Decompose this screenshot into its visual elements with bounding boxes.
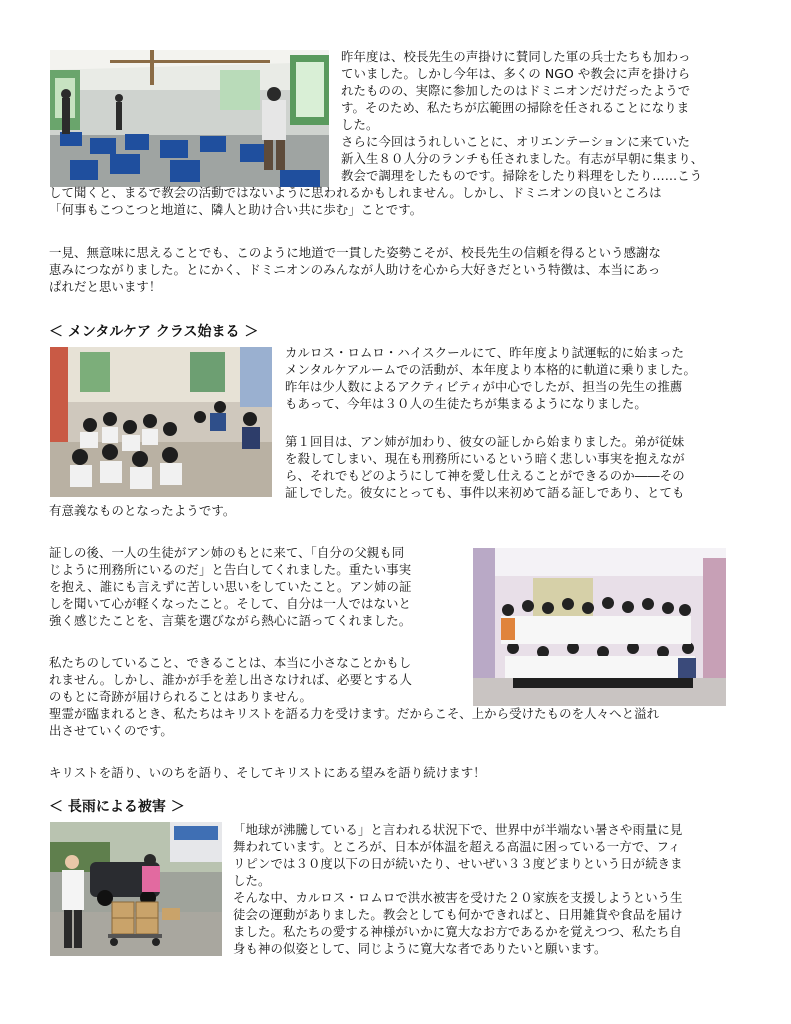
text-line: じように刑務所にいるのだ」と告白してくれました。重たい事実	[49, 562, 412, 577]
text-line: した。	[233, 873, 271, 888]
classroom-cleanup-photo	[50, 50, 329, 187]
text-line: 私たちのしていること、できることは、本当に小さなことかもし	[49, 655, 412, 670]
section2-paragraph-2-continued: 有意義なものとなったようです。	[49, 503, 236, 518]
mental-care-heading: ＜ メンタルケア クラス始まる ＞	[49, 324, 259, 340]
section3-paragraph	[233, 821, 753, 957]
text-line: す。そのため、私たちが広範囲の掃除を任されることになりま	[341, 100, 690, 115]
text-line: カルロス・ロムロ・ハイスクールにて、昨年度より試運転的に始まった	[285, 345, 685, 360]
section2-paragraph-4-continued	[49, 705, 749, 739]
mental-care-class-photo	[50, 347, 272, 497]
section1-paragraph-continued	[49, 184, 749, 218]
section2-paragraph-3	[49, 544, 469, 629]
text-line: ぱれだと思います！	[49, 279, 162, 294]
section2-paragraph-5: キリストを語り、いのちを語り、そしてキリストにある望みを語り続けます！	[49, 765, 486, 780]
text-line: ら、それでもどのようにして神を愛し仕えることができるのか――その	[285, 468, 685, 483]
text-line: 新入生８０人分のランチも任されました。有志が早朝に集まり、	[341, 151, 704, 166]
text-line: 恵みにつながりました。とにかく、ドミニオンのみんなが人助けを心から大好きだという特徴は、本当にあっ	[49, 262, 661, 277]
text-line: メンタルケアルームでの活動が、本年度より本格的に軌道に乗りました。	[285, 362, 696, 377]
text-line: さらに今回はうれしいことに、オリエンテーションに来ていた	[341, 134, 690, 149]
section1-paragraph-wrapped	[341, 48, 751, 184]
text-line: 昨年度は、校長先生の声掛けに賛同した軍の兵士たちも加わっ	[341, 49, 691, 64]
text-line: れません。しかし、誰かが手を差し出さなければ、必要とする人	[49, 672, 412, 687]
text-line: 昨年は少人数によるアクティビティが中心でしたが、担当の先生の推薦	[285, 379, 683, 394]
text-line: 教会で調理をしたものです。掃除をしたり料理をしたり……こう	[341, 168, 703, 183]
text-line: を殺してしまい、現在も刑務所にいるという暗く悲しい事実を抱えなが	[285, 451, 685, 466]
text-line: 徒会の運動がありました。教会としても何かできればと、日用雑貨や食品を届け	[233, 907, 683, 922]
text-line: もあって、今年は３０人の生徒たちが集まるようになりました。	[285, 396, 647, 411]
text-line: 「何事もこつこつと地道に、隣人と助け合い共に歩む」ことです。	[49, 202, 423, 217]
section1-paragraph-2	[49, 244, 749, 295]
text-line: して聞くと、まるで教会の活動ではないように思われるかもしれません。しかし、ドミニオンの良いところは	[49, 185, 662, 200]
text-line: れたものの、実際に参加したのはドミニオンだけだったようで	[341, 83, 691, 98]
text-line: 証しでした。彼女にとっても、事件以来初めて語る証しであり、とても	[285, 485, 685, 500]
text-line: 第１回目は、アン姉が加わり、彼女の証しから始まりました。弟が従妹	[285, 434, 685, 449]
text-line: 聖霊が臨まれるとき、私たちはキリストを語る力を受けます。だからこそ、上から受けたものを人々へと溢れ	[49, 706, 660, 721]
text-line: 「地球が沸騰している」と言われる状況下で、世界中が半端ない暑さや雨量に見	[233, 822, 683, 837]
text-line: を抱え、誰にも言えずに苦しい思いをしていたこと。アン姉の証	[49, 579, 412, 594]
text-line: ていました。しかし今年は、多くの NGO や教会に声を掛けら	[341, 66, 691, 81]
text-line: リピンでは３０度以下の日が続いたり、せいぜい３３度どまりという日が続きま	[233, 856, 683, 871]
text-line: ました。私たちの愛する神様がいかに寛大なお方であるかを覚えつつ、私たち自	[233, 924, 682, 939]
rain-damage-heading: ＜ 長雨による被害 ＞	[49, 799, 185, 815]
text-line: 一見、無意味に思えることでも、このように地道で一貫した姿勢こそが、校長先生の信頼を得るという感謝な	[49, 245, 662, 260]
group-photo	[473, 548, 726, 706]
text-line: のもとに奇跡が届けられることはありません。	[49, 689, 313, 704]
text-line: 舞われています。ところが、日本が体温を超える高温に困っている一方で、フィ	[233, 839, 681, 854]
text-line: した。	[341, 117, 379, 132]
donation-delivery-photo	[50, 822, 222, 956]
text-line: しを聞いて心が軽くなったこと。そして、自分は一人ではないと	[49, 596, 411, 611]
text-line: 強く感じたことを、言葉を選びながら熱心に語ってくれました。	[49, 613, 412, 628]
section2-paragraph-4	[49, 654, 469, 705]
text-line: 身も神の似姿として、同じように寛大な者でありたいと願います。	[233, 941, 607, 956]
section2-paragraph-2	[285, 433, 755, 501]
text-line: 出させていくのです。	[49, 723, 173, 738]
text-line: 証しの後、一人の生徒がアン姉のもとに来て、「自分の父親も同	[49, 545, 405, 560]
section2-paragraph-1	[285, 344, 755, 412]
text-line: そんな中、カルロス・ロムロで洪水被害を受けた２０家族を支援しようという生	[233, 890, 683, 905]
